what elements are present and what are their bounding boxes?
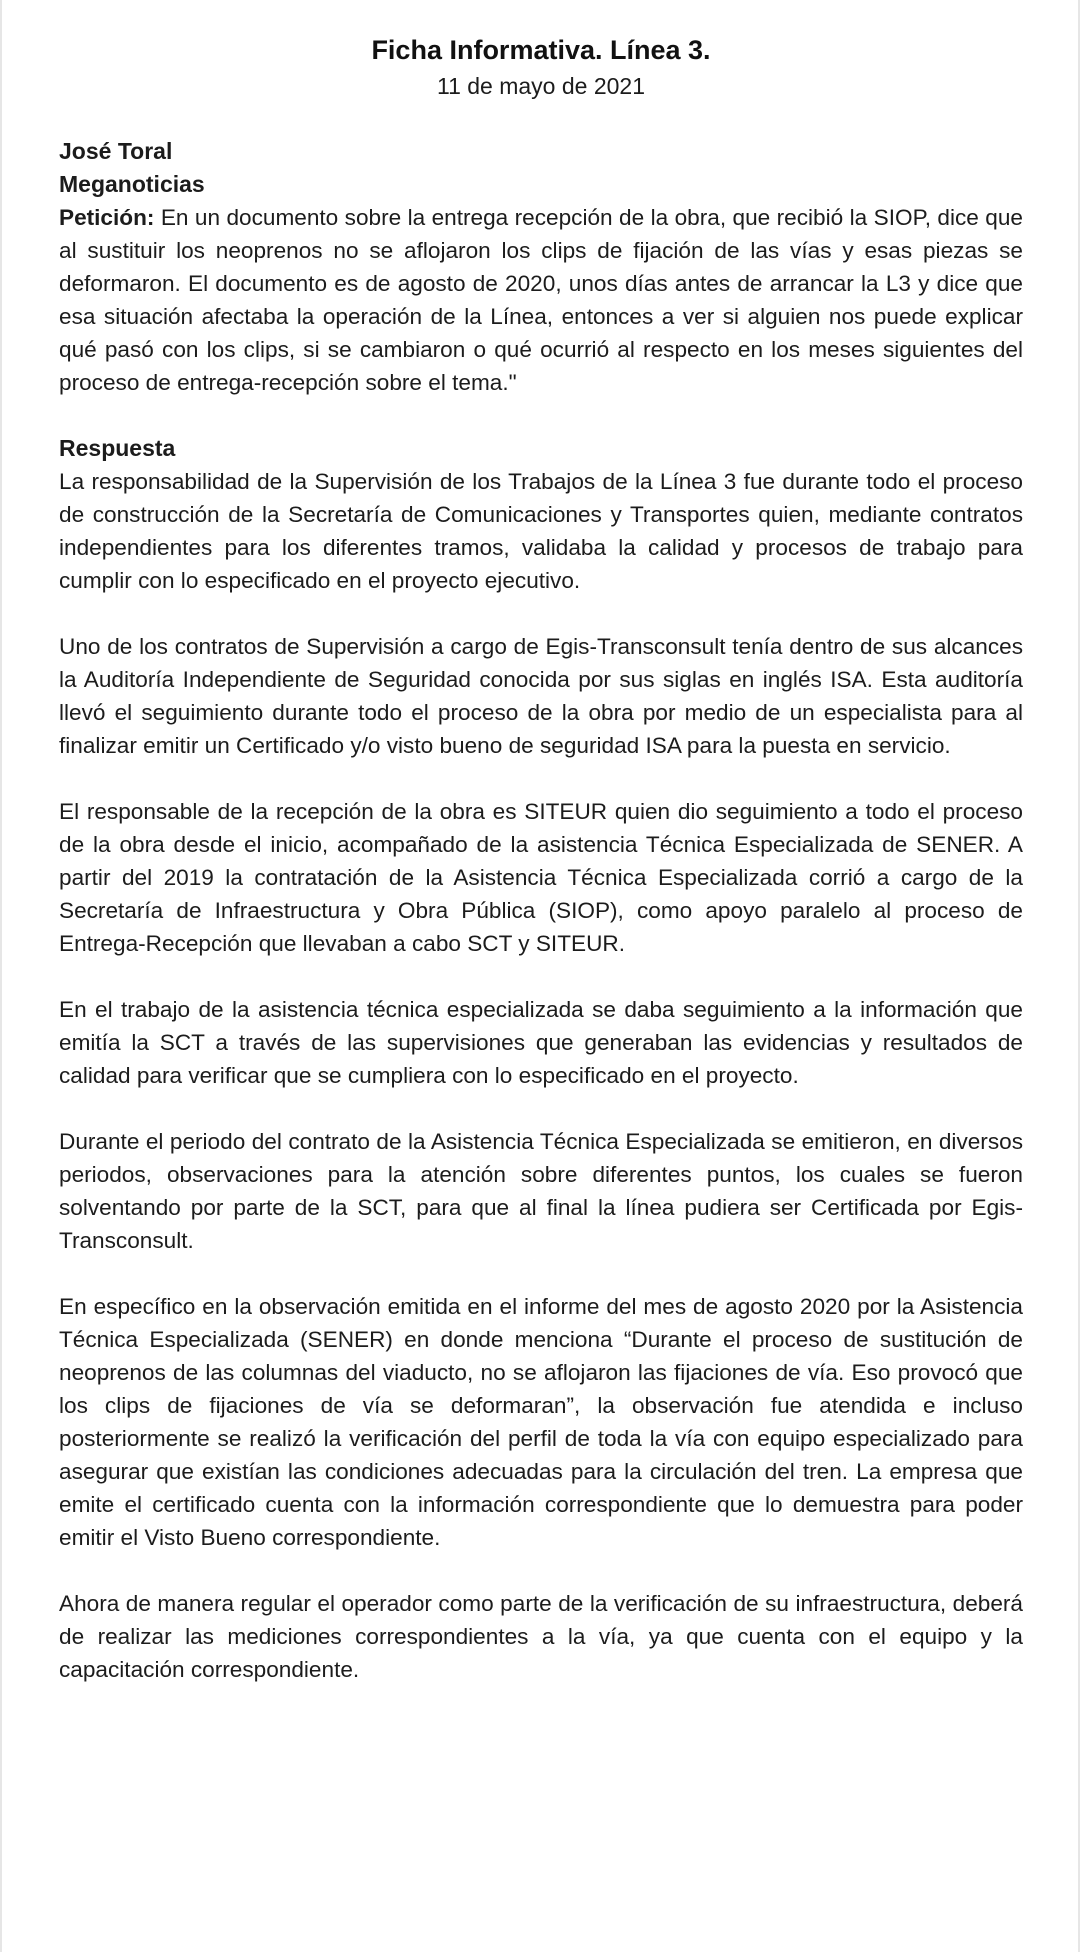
- respuesta-paragraph-3: El responsable de la recepción de la obra es SITEUR quien dio seguimiento a todo el proceso de la obra desde el inicio, acompañado de la asistencia Técnica Especializada de SENER. A partir del 2019 la contratación de la Asistencia Técnica Especializada corrió a cargo de la Secretaría de Infraestructura y Obra Pública (SIOP), como apoyo paralelo al proceso de Entrega-Recepción que llevaban a cabo SCT y SITEUR.: [59, 799, 1023, 956]
- peticion-paragraph: [59, 201, 1023, 399]
- respuesta-paragraph-7: Ahora de manera regular el operador como parte de la verificación de su infraestructura, deberá de realizar las mediciones correspondientes a la vía, ya que cuenta con el equipo y la capacitación correspondiente.: [59, 1591, 1023, 1682]
- respuesta-paragraph-6: En específico en la observación emitida en el informe del mes de agosto 2020 por la Asistencia Técnica Especializada (SENER) en donde menciona “Durante el proceso de sustitución de neoprenos de las columnas del viaducto, no se aflojaron las fijaciones de vía. Eso provocó que los clips de fijaciones de vía se deformaran”, la observación fue atendida e incluso posteriormente se realizó la verificación del perfil de toda la vía con equipo especializado para asegurar que existían las condiciones adecuadas para la circulación del tren. La empresa que emite el certificado cuenta con la información correspondiente que lo demuestra para poder emitir el Visto Bueno correspondiente.: [59, 1294, 1023, 1550]
- author-name: José Toral: [59, 138, 173, 164]
- media-outlet: Meganoticias: [59, 171, 205, 197]
- peticion-label: Petición:: [59, 205, 155, 230]
- respuesta-paragraph-5: Durante el periodo del contrato de la Asistencia Técnica Especializada se emitieron, en diversos periodos, observaciones para la atención sobre diferentes puntos, los cuales se fueron solventando por parte de la SCT, para que al final la línea pudiera ser Certificada por Egis-Transconsult.: [59, 1129, 1023, 1253]
- respuesta-paragraph-4: En el trabajo de la asistencia técnica especializada se daba seguimiento a la información que emitía la SCT a través de las supervisiones que generaban las evidencias y resultados de calidad para verificar que se cumpliera con lo especificado en el proyecto.: [59, 997, 1023, 1088]
- document-date: 11 de mayo de 2021: [436, 73, 645, 99]
- peticion-text: En un documento sobre la entrega recepción de la obra, que recibió la SIOP, dice que al sustituir los neoprenos no se aflojaron los clips de fijación de las vías y esas piezas se deformaron. El documento es de agosto de 2020, unos días antes de arrancar la L3 y dice que esa situación afectaba la operación de la Línea, entonces a ver si alguien nos puede explicar qué pasó con los clips, si se cambiaron o qué ocurrió al respecto en los meses siguientes del proceso de entrega-recepción sobre el tema.": [59, 205, 1023, 395]
- respuesta-heading: Respuesta: [59, 435, 176, 461]
- respuesta-paragraph-1: La responsabilidad de la Supervisión de los Trabajos de la Línea 3 fue durante todo el proceso de construcción de la Secretaría de Comunicaciones y Transportes quien, mediante contratos independientes para los diferentes tramos, validaba la calidad y procesos de trabajo para cumplir con lo especificado en el proyecto ejecutivo.: [59, 469, 1023, 593]
- respuesta-paragraph-2: Uno de los contratos de Supervisión a cargo de Egis-Transconsult tenía dentro de sus alcances la Auditoría Independiente de Seguridad conocida por sus siglas en inglés ISA. Esta auditoría llevó el seguimiento durante todo el proceso de la obra por medio de un especialista para al finalizar emitir un Certificado y/o visto bueno de seguridad ISA para la puesta en servicio.: [59, 634, 1023, 758]
- document-title: Ficha Informativa. Línea 3.: [371, 35, 711, 65]
